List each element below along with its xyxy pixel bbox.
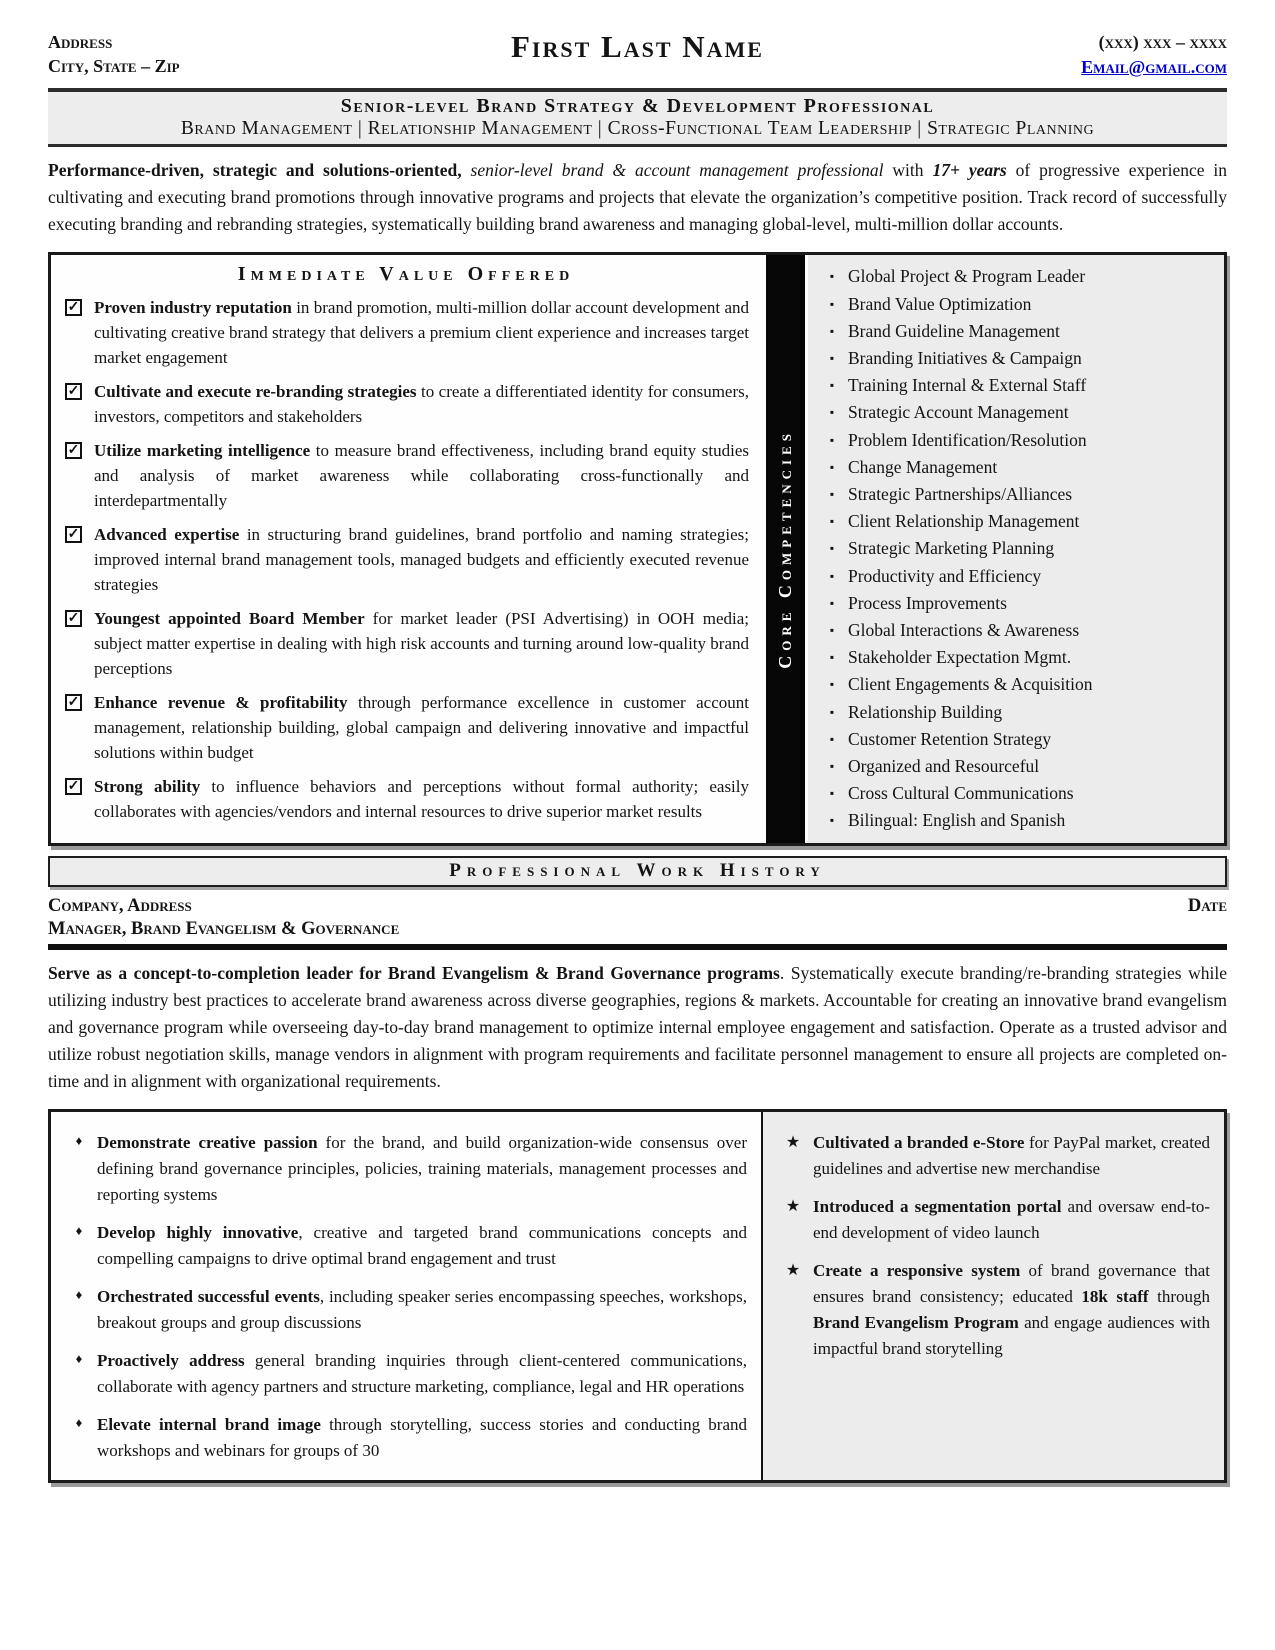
competency-item: ▪ Client Relationship Management <box>816 508 1220 535</box>
value-bullet: ✓ Cultivate and execute re-branding strategies to create a differentiated identity for consumers, investors, competitors and stakeholders <box>63 379 749 429</box>
summary-body: of progressive experience in cultivating and executing brand promotions through innovative programs and projects that elevate the organization’s competitive position. Track record of successfully executing branding and rebranding strategies, systematically building brand awareness and managing global-level, multi-million dollar accounts. <box>48 160 1228 235</box>
star-bullet-icon: ★ <box>785 1197 801 1215</box>
square-bullet-icon: ▪ <box>829 568 835 583</box>
square-bullet-icon: ▪ <box>829 704 835 719</box>
checkbox-icon: ✓ <box>65 610 82 627</box>
value-bullet: ✓ Enhance revenue & profitability through performance excellence in customer account management, relationship building, global campaign and delivering innovative and impactful solutions within budget <box>63 690 749 765</box>
work-history-lead: Serve as a concept-to-completion leader for Brand Evangelism & Brand Governance programs <box>48 962 780 983</box>
header <box>48 30 1227 80</box>
competency-item: ▪ Change Management <box>816 454 1220 481</box>
square-bullet-icon: ▪ <box>829 269 835 284</box>
core-competencies-sidebar <box>763 255 808 842</box>
competency-item: ▪ Cross Cultural Communications <box>816 780 1220 807</box>
city-state-zip-line: City, State – Zip <box>48 56 180 77</box>
value-bullet: ✓ Utilize marketing intelligence to measure brand effectiveness, including brand equity studies and analysis of market awareness while collaborating cross-functionally and interdepartmentally <box>63 438 749 513</box>
square-bullet-icon: ▪ <box>829 731 835 746</box>
competency-item: ▪ Customer Retention Strategy <box>816 726 1220 753</box>
checkbox-icon: ✓ <box>65 383 82 400</box>
work-history-body: . Systematically execute branding/re-branding strategies while utilizing industry best practices to accelerate brand awareness across diverse geographies, regions & markets. Accountable for creating an innovative brand evangelism and governance program while overseeing day-to-day brand management to optimize internal employee engagement and satisfaction. Operate as a trusted advisor and utilize robust negotiation skills, manage vendors in alignment with program requirements and facilitate personnel management to ensure all projects are completed on-time and in alignment with organizational requirements. <box>48 962 1227 1091</box>
checkbox-icon: ✓ <box>65 694 82 711</box>
value-bullet: ✓ Advanced expertise in structuring brand guidelines, brand portfolio and naming strategies; improved internal brand management tools, managed budgets and efficiently executed revenue strategies <box>63 522 749 597</box>
competency-item: ▪ Client Engagements & Acquisition <box>816 671 1220 698</box>
square-bullet-icon: ▪ <box>829 405 835 420</box>
achievements-left-column <box>51 1112 763 1480</box>
competency-item: ▪ Brand Guideline Management <box>816 318 1220 345</box>
square-bullet-icon: ▪ <box>829 759 835 774</box>
checkbox-icon: ✓ <box>65 299 82 316</box>
summary-paragraph <box>48 157 1227 238</box>
phone-number: (xxx) xxx – xxxx <box>1098 32 1227 52</box>
achievement-bullet: ♦ Proactively address general branding inquiries through client-centered communications, collaborate with agency partners and structure marketing, compliance, legal and HR operations <box>61 1348 747 1400</box>
competency-item: ▪ Organized and Resourceful <box>816 753 1220 780</box>
diamond-bullet-icon: ♦ <box>75 1414 83 1430</box>
highlight-bullet: ★ Cultivated a branded e-Store for PayPal market, created guidelines and advertise new merchandise <box>773 1130 1210 1182</box>
achievement-bullet: ♦ Elevate internal brand image through storytelling, success stories and conducting brand workshops and webinars for groups of 30 <box>61 1412 747 1464</box>
checkbox-icon: ✓ <box>65 778 82 795</box>
square-bullet-icon: ▪ <box>829 459 835 474</box>
candidate-name: First Last Name <box>511 29 764 64</box>
value-bullet: ✓ Proven industry reputation in brand promotion, multi-million dollar account development and cultivating creative brand strategy that delivers a premium client experience and increases target market engagement <box>63 295 749 370</box>
company-date-row <box>48 896 1227 917</box>
competency-item: ▪ Strategic Marketing Planning <box>816 535 1220 562</box>
competency-item: ▪ Stakeholder Expectation Mgmt. <box>816 644 1220 671</box>
achievements-right-column <box>763 1112 1224 1480</box>
diamond-bullet-icon: ♦ <box>75 1286 83 1302</box>
square-bullet-icon: ▪ <box>829 813 835 828</box>
core-competencies-column <box>808 255 1224 842</box>
title-banner <box>48 88 1227 147</box>
competency-item: ▪ Branding Initiatives & Campaign <box>816 345 1220 372</box>
immediate-value-column <box>51 255 763 842</box>
competency-item: ▪ Process Improvements <box>816 590 1220 617</box>
competency-item: ▪ Bilingual: English and Spanish <box>816 807 1220 834</box>
square-bullet-icon: ▪ <box>829 378 835 393</box>
square-bullet-icon: ▪ <box>829 595 835 610</box>
achievement-bullet: ♦ Develop highly innovative, creative and targeted brand communications concepts and compelling campaigns to drive optimal brand engagement and trust <box>61 1220 747 1272</box>
value-bullet: ✓ Youngest appointed Board Member for market leader (PSI Advertising) in OOH media; subject matter expertise in dealing with high risk accounts and turning around low-quality brand perceptions <box>63 606 749 681</box>
highlight-bullet: ★ Create a responsive system of brand governance that ensures brand consistency; educated 18k staff through Brand Evangelism Program and engage audiences with impactful brand storytelling <box>773 1258 1210 1362</box>
professional-title: Senior-level Brand Strategy & Development Professional <box>340 95 935 118</box>
square-bullet-icon: ▪ <box>829 432 835 447</box>
achievement-bullet: ♦ Demonstrate creative passion for the brand, and build organization-wide consensus over defining brand governance principles, policies, training materials, management processes and reporting systems <box>61 1130 747 1208</box>
immediate-value-heading: Immediate Value Offered <box>237 263 575 286</box>
diamond-bullet-icon: ♦ <box>75 1132 83 1148</box>
job-title: Manager, Brand Evangelism & Governance <box>48 918 400 939</box>
competency-item: ▪ Brand Value Optimization <box>816 291 1220 318</box>
diamond-bullet-icon: ♦ <box>75 1222 83 1238</box>
competency-item: ▪ Global Interactions & Awareness <box>816 617 1220 644</box>
star-bullet-icon: ★ <box>785 1261 801 1279</box>
star-bullet-icon: ★ <box>785 1133 801 1151</box>
square-bullet-icon: ▪ <box>829 541 835 556</box>
highlight-bullet: ★ Introduced a segmentation portal and oversaw end-to-end development of video launch <box>773 1194 1210 1246</box>
immediate-value-section <box>48 252 1227 845</box>
competency-item: ▪ Training Internal & External Staff <box>816 372 1220 399</box>
summary-connector: with <box>892 160 924 181</box>
competency-item: ▪ Problem Identification/Resolution <box>816 427 1220 454</box>
competency-item: ▪ Strategic Account Management <box>816 399 1220 426</box>
work-history-paragraph <box>48 960 1227 1095</box>
employment-date: Date <box>1187 895 1227 916</box>
square-bullet-icon: ▪ <box>829 350 835 365</box>
work-history-heading: Professional Work History <box>48 856 1227 887</box>
summary-italic: senior-level brand & account management professional <box>470 160 884 181</box>
specialties-line: Brand Management | Relationship Management | Cross-Functional Team Leadership | Strategic Planning <box>180 118 1095 140</box>
divider-rule <box>48 944 1227 950</box>
competency-item: ▪ Relationship Building <box>816 699 1220 726</box>
summary-lead: Performance-driven, strategic and solutions-oriented, <box>48 160 462 181</box>
square-bullet-icon: ▪ <box>829 623 835 638</box>
competency-item: ▪ Productivity and Efficiency <box>816 563 1220 590</box>
email-link[interactable]: Email@gmail.com <box>1081 57 1227 78</box>
core-competencies-heading: Core Competencies <box>775 429 795 669</box>
square-bullet-icon: ▪ <box>829 786 835 801</box>
checkbox-icon: ✓ <box>65 442 82 459</box>
square-bullet-icon: ▪ <box>829 514 835 529</box>
company-name: Company, Address <box>48 895 192 916</box>
achievements-section <box>48 1109 1227 1483</box>
competency-item: ▪ Global Project & Program Leader <box>816 263 1220 290</box>
square-bullet-icon: ▪ <box>829 650 835 665</box>
square-bullet-icon: ▪ <box>829 296 835 311</box>
achievement-bullet: ♦ Orchestrated successful events, including speaker series encompassing speeches, workshops, breakout groups and group discussions <box>61 1284 747 1336</box>
name-block <box>378 30 897 64</box>
square-bullet-icon: ▪ <box>829 323 835 338</box>
summary-years: 17+ years <box>932 160 1007 181</box>
value-bullet: ✓ Strong ability to influence behaviors and perceptions without formal authority; easily collaborates with agencies/vendors and internal resources to drive superior market results <box>63 774 749 824</box>
competency-item: ▪ Strategic Partnerships/Alliances <box>816 481 1220 508</box>
contact-address-block <box>48 30 378 79</box>
square-bullet-icon: ▪ <box>829 487 835 501</box>
diamond-bullet-icon: ♦ <box>75 1350 83 1366</box>
checkbox-icon: ✓ <box>65 526 82 543</box>
contact-phone-email-block <box>897 30 1227 80</box>
square-bullet-icon: ▪ <box>829 677 835 692</box>
address-line: Address <box>48 32 113 52</box>
